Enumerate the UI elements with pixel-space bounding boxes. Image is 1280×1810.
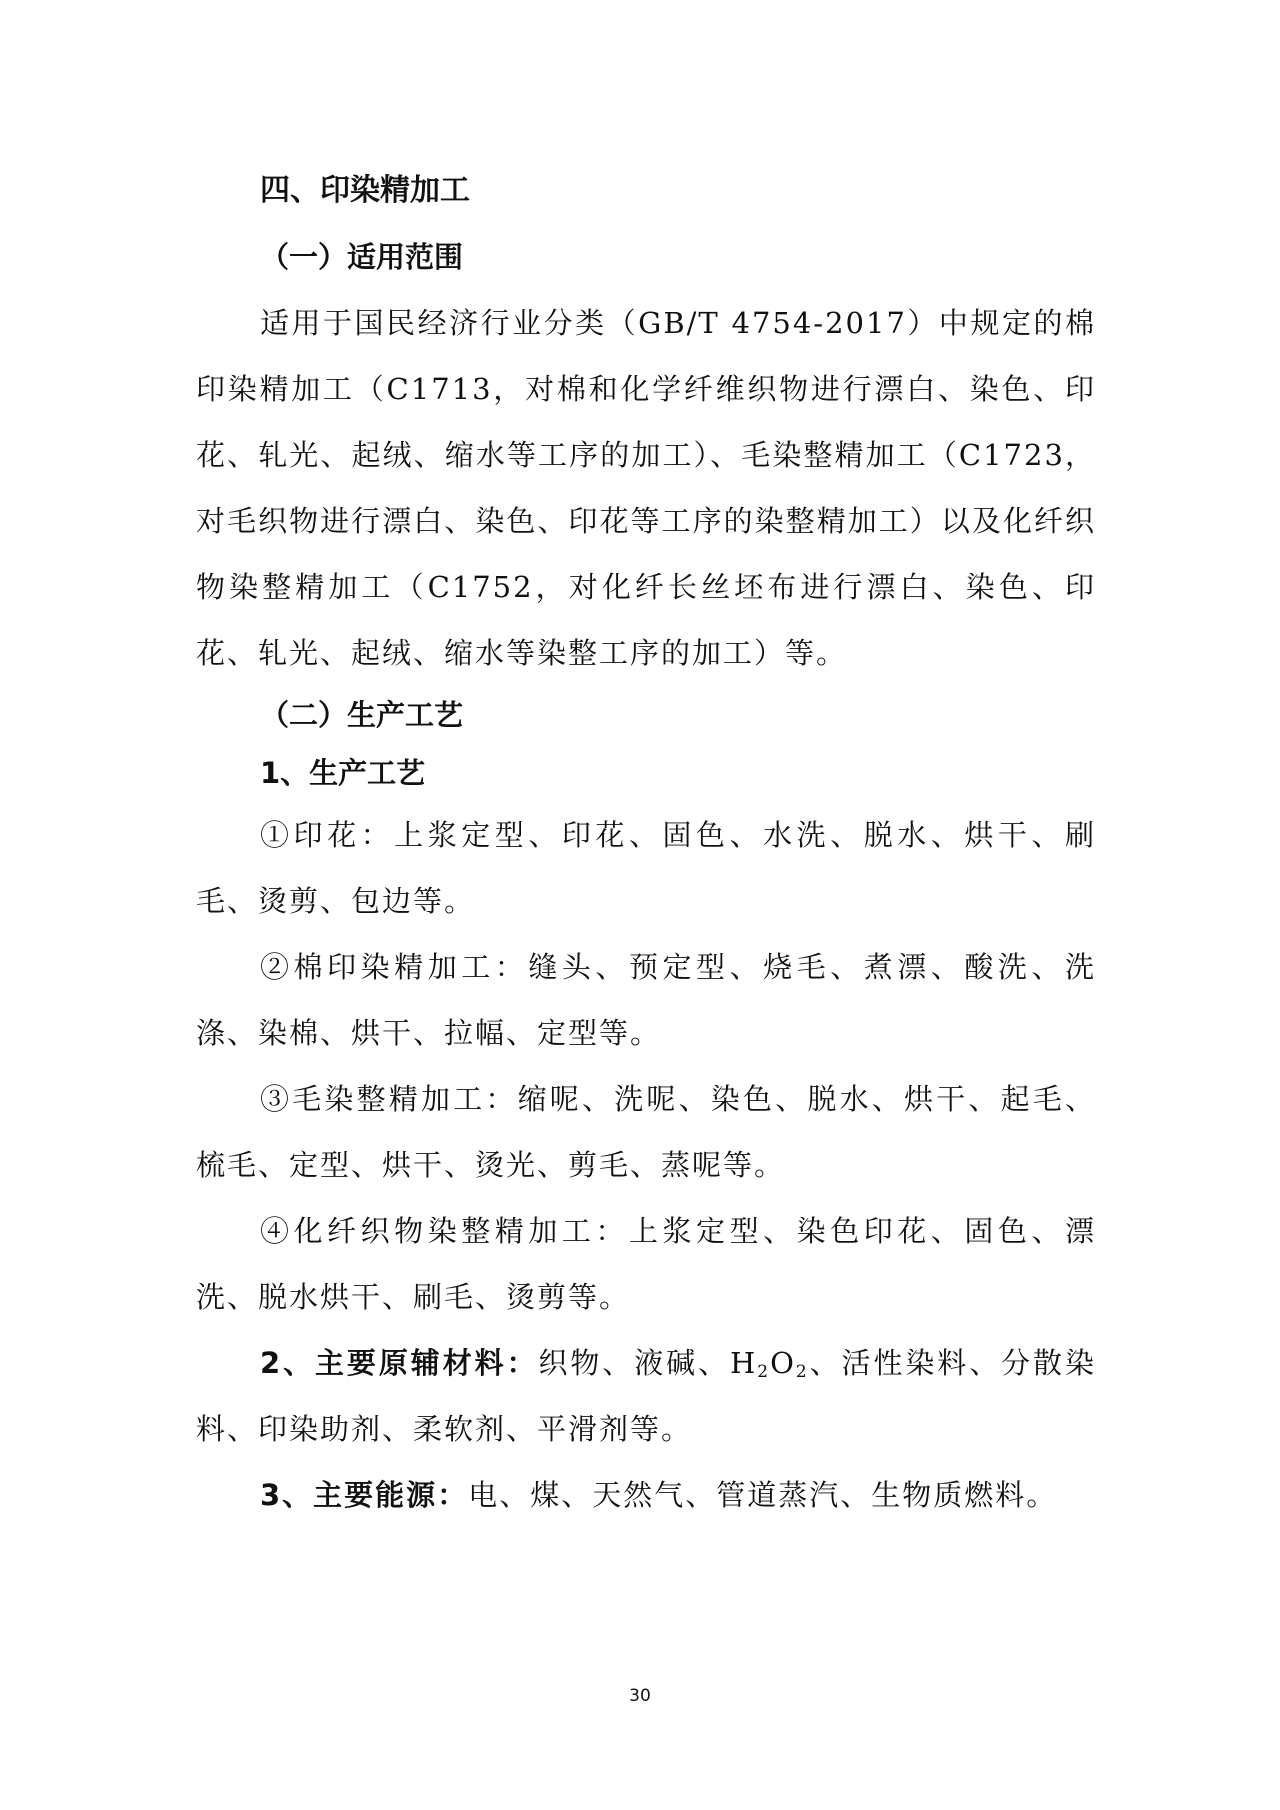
materials-sub-2: 2 (795, 1362, 809, 1382)
energy-label: 3、主要能源： (260, 1478, 469, 1512)
process-item-chemical-fiber: ④化纤织物染整精加工：上浆定型、染色印花、固色、漂洗、脱水烘干、刷毛、烫剪等。 (196, 1214, 1096, 1314)
process-item-printing: ①印花：上浆定型、印花、固色、水洗、脱水、烘干、刷毛、烫剪、包边等。 (196, 818, 1096, 918)
process-sub-heading: 1、生产工艺 (260, 756, 426, 790)
section-title: 四、印染精加工 (260, 173, 470, 208)
materials-text-before: 织物、液碱、H (538, 1346, 758, 1380)
materials-paragraph (196, 1330, 1096, 1462)
scope-paragraph: 适用于国民经济行业分类（GB/T 4754-2017）中规定的棉印染精加工（C1713，对棉和化学纤维织物进行漂白、染色、印花、轧光、起绒、缩水等工序的加工）、毛染整精加工（C1723，对毛织物进行漂白、染色、印花等工序的染整精加工）以及化纤织物染整精加工（C1752，对化纤长丝坯布进行漂白、染色、印花、轧光、起绒、缩水等染整工序的加工）等。 (196, 306, 1096, 670)
page-number: 30 (629, 1686, 651, 1706)
materials-text-mid: O (770, 1346, 796, 1380)
energy-text: 电、煤、天然气、管道蒸汽、生物质燃料。 (468, 1478, 1058, 1512)
materials-text-after: 、活性染料、分散染料、印染助剂、柔软剂、平滑剂等。 (196, 1346, 1096, 1446)
process-item-cotton: ②棉印染精加工：缝头、预定型、烧毛、煮漂、酸洗、洗涤、染棉、烘干、拉幅、定型等。 (196, 950, 1096, 1050)
process-item-wool: ③毛染整精加工：缩呢、洗呢、染色、脱水、烘干、起毛、梳毛、定型、烘干、烫光、剪毛、蒸呢等。 (196, 1082, 1096, 1182)
process-heading: （二）生产工艺 (260, 698, 464, 732)
materials-sub-1: 2 (757, 1362, 771, 1382)
energy-paragraph (196, 1462, 1096, 1528)
materials-label: 2、主要原辅材料： (260, 1346, 539, 1380)
scope-heading: （一）适用范围 (260, 240, 464, 274)
page-content (196, 158, 1096, 1528)
